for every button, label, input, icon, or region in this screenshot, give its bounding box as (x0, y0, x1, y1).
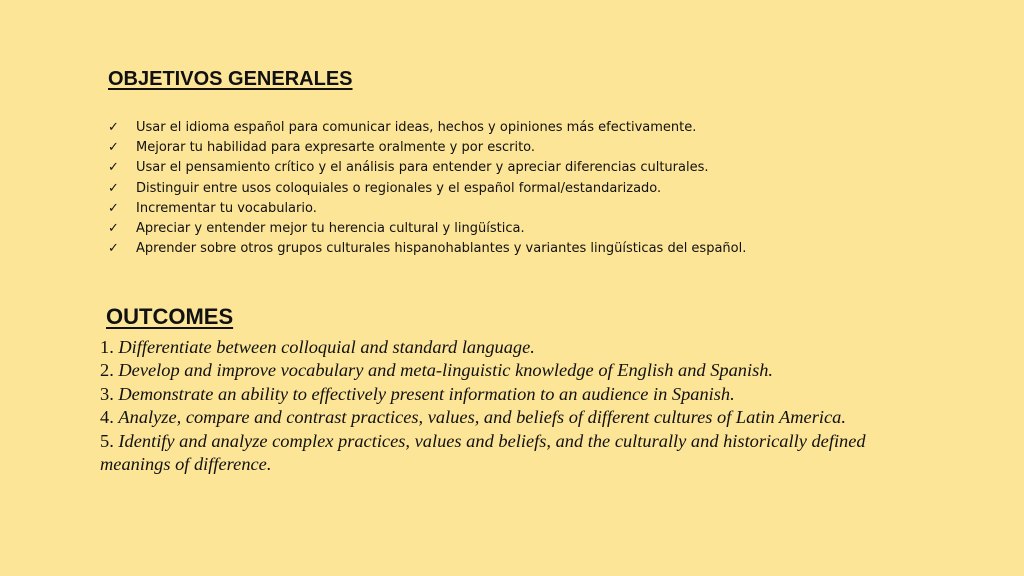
list-item (108, 199, 746, 219)
checkmark-icon: ✓ (108, 140, 119, 156)
outcome-text: Develop and improve vocabulary and meta-linguistic knowledge of English and Spanish. (118, 360, 774, 381)
list-item-text: Apreciar y entender mejor tu herencia cultural y lingüística. (136, 221, 525, 237)
list-item-text: Distinguir entre usos coloquiales o regionales y el español formal/estandarizado. (136, 180, 662, 196)
list-item (108, 239, 746, 259)
checkmark-icon: ✓ (108, 120, 119, 135)
outcome-text: Analyze, compare and contrast practices, values, and beliefs of different cultures of Latin America. (118, 407, 846, 428)
list-item-text: Usar el pensamiento crítico y el análisis para entender y apreciar diferencias culturales. (136, 160, 709, 176)
checkmark-icon: ✓ (108, 241, 119, 257)
outcomes-list (100, 336, 890, 476)
list-item (108, 179, 746, 199)
outcome-text: Differentiate between colloquial and standard language. (118, 337, 535, 357)
outcome-number: 4. (100, 407, 114, 428)
outcome-item (100, 359, 890, 382)
checkmark-icon: ✓ (108, 160, 119, 176)
outcome-item (100, 430, 890, 477)
list-item (108, 158, 746, 178)
outcome-item (100, 383, 890, 406)
outcome-item (100, 406, 890, 429)
outcomes-title: OUTCOMES (106, 304, 234, 329)
objetivos-title: OBJETIVOS GENERALES (108, 68, 353, 90)
list-item (108, 219, 746, 239)
list-item (108, 138, 746, 158)
list-item-text: Mejorar tu habilidad para expresarte oralmente y por escrito. (136, 140, 536, 156)
outcome-number: 5. (100, 430, 114, 451)
list-item-text: Usar el idioma español para comunicar ideas, hechos y opiniones más efectivamente. (136, 120, 697, 135)
checkmark-icon: ✓ (108, 221, 119, 237)
outcome-text: Identify and analyze complex practices, values and beliefs, and the culturally and historically defined meanings of difference. (100, 430, 866, 475)
list-item-text: Incrementar tu vocabulario. (136, 200, 317, 216)
outcome-text: Demonstrate an ability to effectively present information to an audience in Spanish. (118, 383, 735, 404)
outcome-item (100, 336, 890, 359)
outcome-number: 1. (100, 337, 114, 357)
checkmark-icon: ✓ (108, 180, 119, 196)
outcome-number: 3. (100, 383, 114, 404)
outcome-number: 2. (100, 360, 114, 381)
list-item-text: Aprender sobre otros grupos culturales hispanohablantes y variantes lingüísticas del español. (136, 241, 747, 257)
list-item (108, 118, 746, 138)
checkmark-icon: ✓ (108, 200, 119, 216)
objetivos-list (108, 118, 746, 259)
